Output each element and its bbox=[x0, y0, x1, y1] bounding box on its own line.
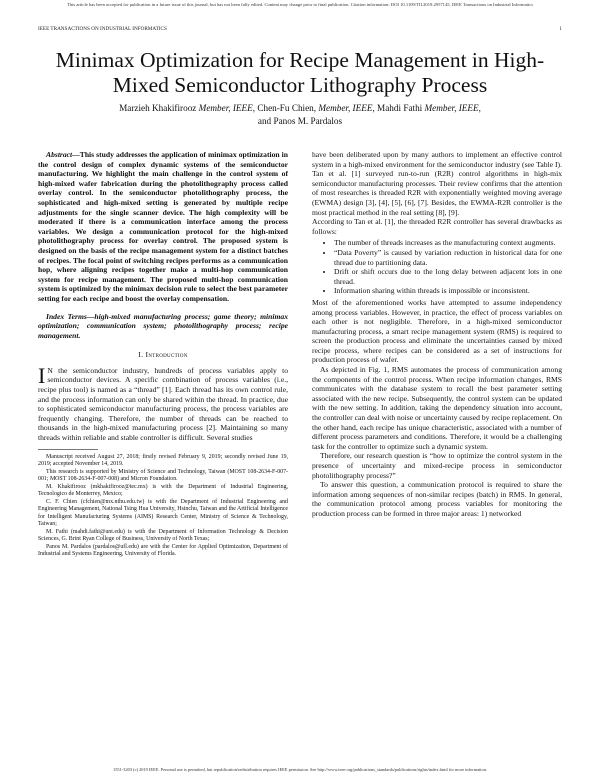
author-membership: Member, IEEE, bbox=[424, 103, 481, 113]
section-title: Introduction bbox=[145, 350, 188, 360]
footnote: C. F. Chien (cfchien@mx.nthu.edu.tw) is with the Department of Industrial Engineering and Engineering Management, National Tsing Hua University, Hsinchu, Taiwan and the Artificial Intelligence for Intelligent Manufacturing Systems (AIMS) Research Center, Ministry of Science & Technology, Taiwan; bbox=[38, 498, 288, 528]
intro-text: N the semiconductor industry, hundreds of process variables apply to semiconductor devices. A specific combination of process variables (i.e., recipe plus tool) is named as a “thread” [1]. Each thread has its own control rule, and the process information can only be shared within the thread. In practice, due to sophisticated semiconductor manufacturing process, the process variables are frequently changing. Therefore, the number of threads can be reached to thousands in the high-mixed manufacturing process [2]. Maintaining so many threads within reliable and stable controller is difficult. Several studies bbox=[38, 365, 288, 443]
body-paragraph: As depicted in Fig. 1, RMS automates the process of communication among the components of the control process. When recipe information changes, RMS communicates with the database system to recall the best parameter setting associated with the new recipe. Subsequently, the control system can be updated with the new setting. In addition, taking the dependency situation into account, the controller can deal with noise or uncertainty caused by recipe replacement. On the other hand, each recipe has unique characteristic, associated with a number of different process parameters and conditions. Therefore, it would be a challenging task for the controller to optimize such a dynamic system. bbox=[312, 365, 562, 451]
section-heading bbox=[38, 350, 288, 360]
index-terms-label: Index Terms bbox=[46, 311, 87, 321]
index-terms bbox=[38, 312, 288, 341]
running-header bbox=[38, 26, 562, 32]
author-name: Mahdi Fathi bbox=[377, 103, 423, 113]
page-number: 1 bbox=[559, 26, 562, 32]
index-terms-text: —high-mixed manufacturing process; game theory; minimax optimization; communication system; photolithography process; recipe management. bbox=[38, 311, 288, 340]
left-column bbox=[38, 150, 288, 559]
abstract-text: —This study addresses the application of minimax optimization in the control design of complex dynamic systems of the semiconductor manufacturing. We highlight the main challenge in the control system of high-mixed wafer fabrication during the photolithography process called overlay control. In the semiconductor photolithography process, the sophisticated and high-mixed setting is generated by multiple recipe adjustments for the single scanner device. The high complexity will be moderated if there is a communication interface among the process variables. We design a communication protocol for the high-mixed photolithography process for overlay control. The proposed system is designed on the basis of the recipe management system for a distinct batches of recipes. The focal point of switching recipes performs as a communication hop, where aligning recipes together make a multi-hop communication system for recipe management. The proposed multi-hop communication system is optimized by the minimax decision rule to select the best parameter setting for each recipe and boost the overlay compensation. bbox=[38, 150, 288, 303]
publication-notice: This article has been accepted for publication in a future issue of this journal, but has not been fully edited. Content may change prior to final publication. Citation information: DOI 10.1109/TII.2019.2957145, IEEE Transactions on Industrial Informatics bbox=[67, 2, 533, 7]
abstract-label: Abstract bbox=[46, 150, 73, 159]
body-paragraph: Therefore, our research question is “how to optimize the control system in the presence of uncertainty and mixed-recipe process in semiconductor photolithography process?” bbox=[312, 451, 562, 480]
body-paragraph: have been deliberated upon by many authors to implement an effective control system in a high-mixed environment for the semiconductor industry (see Table I). Tan et al. [1] surveyed run-to-run (R2R) control algorithms in high-mix semiconductor manufacturing processes. Their review confirms that the attention of most researches is threaded R2R with exponentially weighted moving average (EWMA) design [3], [4], [5], [6], [7]. Besides, the EWMA-R2R controller is the most practical method in the real setting [8], [9]. bbox=[312, 150, 562, 217]
footnote: Panos M. Pardalos (pardalos@ufl.edu) are with the Center for Applied Optimization, Department of Industrial and Systems Engineering, University of Florida. bbox=[38, 543, 288, 558]
drop-cap: I bbox=[38, 362, 46, 388]
body-paragraph: According to Tan et al. [1], the threaded R2R controller has several drawbacks as follows: bbox=[312, 217, 562, 236]
section-number: I. bbox=[138, 350, 144, 360]
author-list bbox=[40, 102, 560, 127]
author-line-2: and Panos M. Pardalos bbox=[257, 115, 343, 126]
footnote: M. Fathi (mahdi.fathi@unt.edu) is with the Department of Information Technology & Decision Sciences, G. Brint Ryan College of Business, University of North Texas; bbox=[38, 528, 288, 543]
journal-name: IEEE TRANSACTIONS ON INDUSTRIAL INFORMATICS bbox=[38, 26, 167, 32]
footnotes bbox=[38, 454, 288, 559]
author-membership: Member, IEEE bbox=[318, 103, 373, 113]
footnote: This research is supported by Ministry of Science and Technology, Taiwan (MOST 108-2634-F-007-001; MOST 108-2634-F-007-008) and Micron Foundation. bbox=[38, 468, 288, 483]
author-membership: Member, IEEE bbox=[198, 103, 253, 113]
abstract bbox=[38, 150, 288, 304]
paper-title: Minimax Optimization for Recipe Management in High-Mixed Semiconductor Lithography Process bbox=[55, 48, 545, 97]
list-item: • The number of threads increases as the manufacturing context augments. bbox=[334, 238, 562, 248]
footnote: Manuscript received August 27, 2018; firstly revised February 9, 2019; secondly revised June 19, 2019; accepted November 14, 2019. bbox=[38, 453, 288, 468]
list-item: • Drift or shift occurs due to the long delay between adjacent lots in one thread. bbox=[334, 267, 562, 286]
footnote-rule bbox=[38, 449, 98, 450]
intro-paragraph bbox=[38, 362, 288, 443]
copyright-footer: 1551-3203 (c) 2019 IEEE. Personal use is permitted, but republication/redistribution requires IEEE permission. See http://www.ieee.org/publications_standards/publications/rights/index.html for more information. bbox=[113, 767, 487, 772]
author-line-1: Marzieh Khakifirooz Member, IEEE, Chen-Fu Chien, Member, IEEE, Mahdi Fathi Member, IEEE, bbox=[119, 103, 481, 113]
body-paragraph: Most of the aforementioned works have attempted to assume independency among process variables. However, in practice, the effect of process variables on each other is not negligible. Therefore, in a high-mixed semiconductor manufacturing process, a smart recipe management system (RMS) is required to screen the production process and eliminate the uncertainties caused by mixed recipe process, where recipes can be considered as a set of instructions for production process of wafer. bbox=[312, 297, 562, 365]
author-name: Marzieh Khakifirooz bbox=[119, 103, 197, 113]
author-name: Chen-Fu Chien, bbox=[257, 103, 317, 113]
drawback-list bbox=[312, 238, 562, 296]
list-item: • “Data Poverty” is caused by variation reduction in historical data for one thread due to partitioning data. bbox=[334, 248, 562, 267]
footnote: M. Khakifirooz (mkhakifirooz@tec.mx) is with the Department of Industrial Engineering, Tecnologico de Monterrey, Mexico; bbox=[38, 483, 288, 498]
list-item: • Information sharing within threads is impossible or inconsistent. bbox=[334, 286, 562, 296]
body-paragraph: To answer this question, a communication protocol is required to share the information among sequences of non-similar recipes (batch) in RMS. In general, the communication protocol among process variables for monitoring the production process can be formed in three major areas: 1) networked bbox=[312, 480, 562, 518]
right-column bbox=[312, 150, 562, 519]
